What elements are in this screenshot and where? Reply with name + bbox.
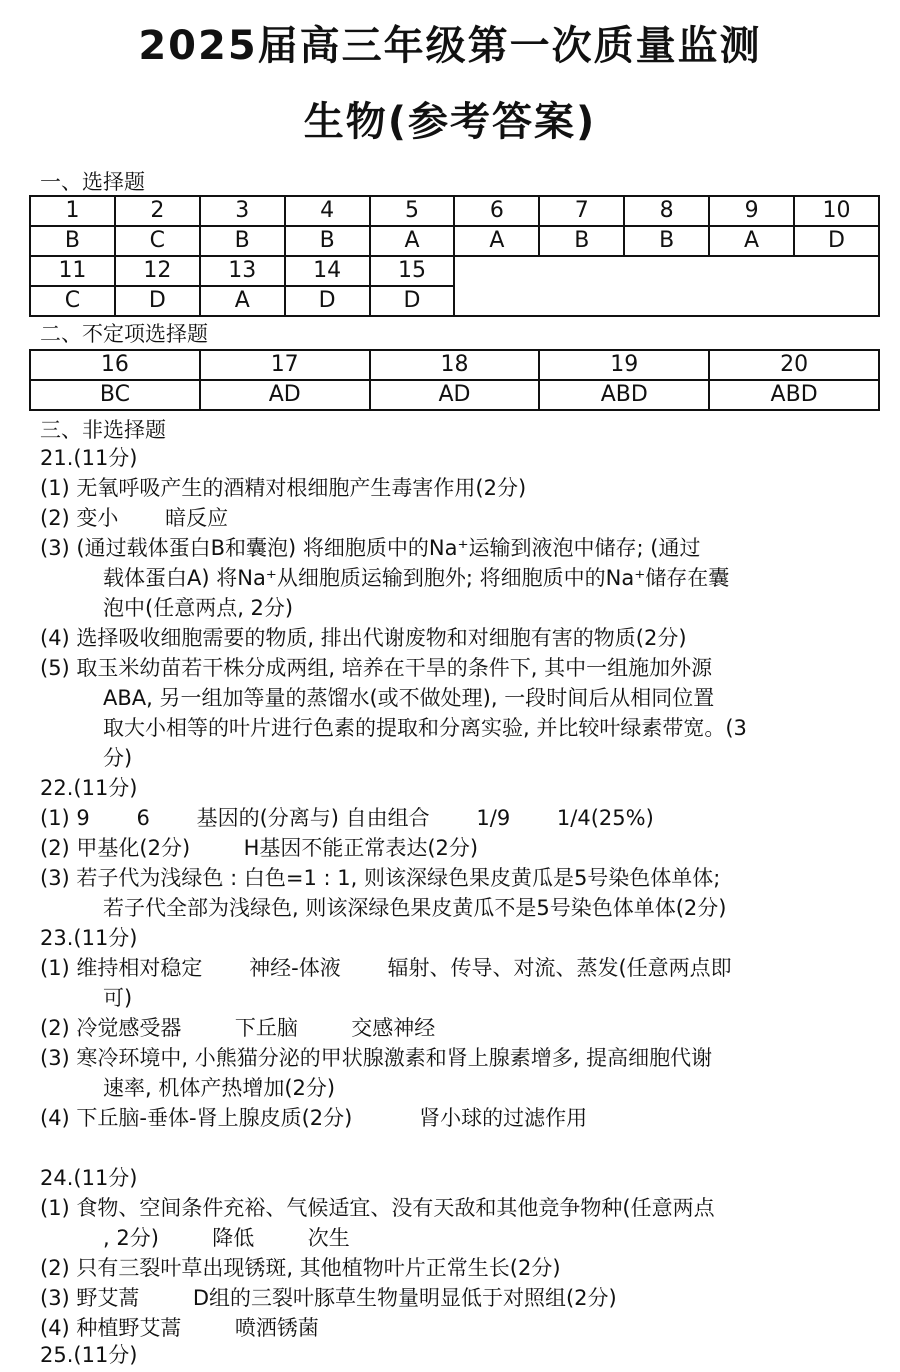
answer-line: (5) 取玉米幼苗若干株分成两组, 培养在干旱的条件下, 其中一组施加外源 (40, 656, 713, 680)
question-number: 10 (794, 196, 879, 226)
answer-line: (1) 维持相对稳定 神经-体液 辐射、传导、对流、蒸发(任意两点即 (40, 956, 732, 980)
answer-line: (2) 变小 暗反应 (40, 506, 229, 530)
answer-cell: B (285, 226, 370, 256)
question-number: 20 (709, 350, 879, 380)
answer-line: (1) 食物、空间条件充裕、气候适宜、没有天敌和其他竞争物种(任意两点 (40, 1196, 715, 1220)
section-heading-multi: 二、不定项选择题 (40, 322, 208, 346)
answer-cell: BC (30, 380, 200, 410)
answer-line: (2) 冷觉感受器 下丘脑 交感神经 (40, 1016, 436, 1040)
question-number: 16 (30, 350, 200, 380)
answer-line: 可) (103, 986, 133, 1010)
table-row (30, 256, 879, 286)
answer-line: (4) 下丘脑-垂体-肾上腺皮质(2分) 肾小球的过滤作用 (40, 1106, 588, 1130)
answer-line: ABA, 另一组加等量的蒸馏水(或不做处理), 一段时间后从相同位置 (103, 686, 715, 710)
answer-line: 泡中(任意两点, 2分) (103, 596, 294, 620)
question-number: 17 (200, 350, 370, 380)
answer-cell: C (30, 286, 115, 316)
empty-cell (454, 256, 879, 316)
question-number: 14 (285, 256, 370, 286)
answer-table-choice (29, 195, 880, 317)
answer-cell: D (285, 286, 370, 316)
answer-cell: B (200, 226, 285, 256)
section-heading-choice: 一、选择题 (40, 170, 145, 194)
question-heading: 22.(11分) (40, 776, 138, 800)
answer-cell: D (370, 286, 455, 316)
answer-line: (4) 种植野艾蒿 喷洒锈菌 (40, 1316, 319, 1340)
question-number: 18 (370, 350, 540, 380)
answer-line: 取大小相等的叶片进行色素的提取和分离实验, 并比较叶绿素带宽。(3 (103, 716, 747, 740)
section-heading-nonchoice: 三、非选择题 (40, 418, 166, 442)
answer-cell: B (624, 226, 709, 256)
answer-line: 若子代全部为浅绿色, 则该深绿色果皮黄瓜不是5号染色体单体(2分) (103, 896, 727, 920)
answer-cell: ABD (539, 380, 709, 410)
table-row (30, 226, 879, 256)
table-row (30, 380, 879, 410)
question-number: 9 (709, 196, 794, 226)
question-heading: 21.(11分) (40, 446, 138, 470)
question-number: 6 (454, 196, 539, 226)
answer-line: (3) (通过载体蛋白B和囊泡) 将细胞质中的Na⁺运输到液泡中储存; (通过 (40, 536, 701, 560)
answer-cell: A (454, 226, 539, 256)
question-heading: 25.(11分) (40, 1343, 138, 1367)
question-heading: 24.(11分) (40, 1166, 138, 1190)
answer-cell: D (115, 286, 200, 316)
answer-line: 分) (103, 746, 133, 770)
question-number: 5 (370, 196, 455, 226)
question-number: 7 (539, 196, 624, 226)
answer-cell: B (539, 226, 624, 256)
question-number: 11 (30, 256, 115, 286)
answer-line: (3) 寒冷环境中, 小熊猫分泌的甲状腺激素和肾上腺素增多, 提高细胞代谢 (40, 1046, 713, 1070)
question-number: 15 (370, 256, 455, 286)
answer-cell: A (709, 226, 794, 256)
answer-line: , 2分) 降低 次生 (103, 1226, 350, 1250)
answer-cell: ABD (709, 380, 879, 410)
answer-table-multi (29, 349, 880, 411)
table-row (30, 350, 879, 380)
answer-line: (2) 只有三裂叶草出现锈斑, 其他植物叶片正常生长(2分) (40, 1256, 561, 1280)
answer-cell: AD (370, 380, 540, 410)
table-row (30, 196, 879, 226)
answer-line: (4) 选择吸收细胞需要的物质, 排出代谢废物和对细胞有害的物质(2分) (40, 626, 687, 650)
page-subtitle: 生物(参考答案) (303, 99, 597, 145)
question-number: 1 (30, 196, 115, 226)
question-number: 19 (539, 350, 709, 380)
answer-cell: C (115, 226, 200, 256)
answer-line: (1) 无氧呼吸产生的酒精对根细胞产生毒害作用(2分) (40, 476, 527, 500)
answer-cell: AD (200, 380, 370, 410)
answer-cell: A (200, 286, 285, 316)
answer-line: 载体蛋白A) 将Na⁺从细胞质运输到胞外; 将细胞质中的Na⁺储存在囊 (103, 566, 730, 590)
question-heading: 23.(11分) (40, 926, 138, 950)
answer-line: (2) 甲基化(2分) H基因不能正常表达(2分) (40, 836, 479, 860)
answer-line: (3) 若子代为浅绿色 : 白色=1 : 1, 则该深绿色果皮黄瓜是5号染色体单体; (40, 866, 721, 890)
page-title: 2025届高三年级第一次质量监测 (138, 23, 762, 69)
question-number: 4 (285, 196, 370, 226)
answer-line: (3) 野艾蒿 D组的三裂叶豚草生物量明显低于对照组(2分) (40, 1286, 617, 1310)
question-number: 2 (115, 196, 200, 226)
answer-cell: B (30, 226, 115, 256)
answer-line: (1) 9 6 基因的(分离与) 自由组合 1/9 1/4(25%) (40, 806, 654, 830)
answer-cell: A (370, 226, 455, 256)
question-number: 12 (115, 256, 200, 286)
question-number: 8 (624, 196, 709, 226)
answer-cell: D (794, 226, 879, 256)
answer-line: 速率, 机体产热增加(2分) (103, 1076, 336, 1100)
question-number: 3 (200, 196, 285, 226)
question-number: 13 (200, 256, 285, 286)
